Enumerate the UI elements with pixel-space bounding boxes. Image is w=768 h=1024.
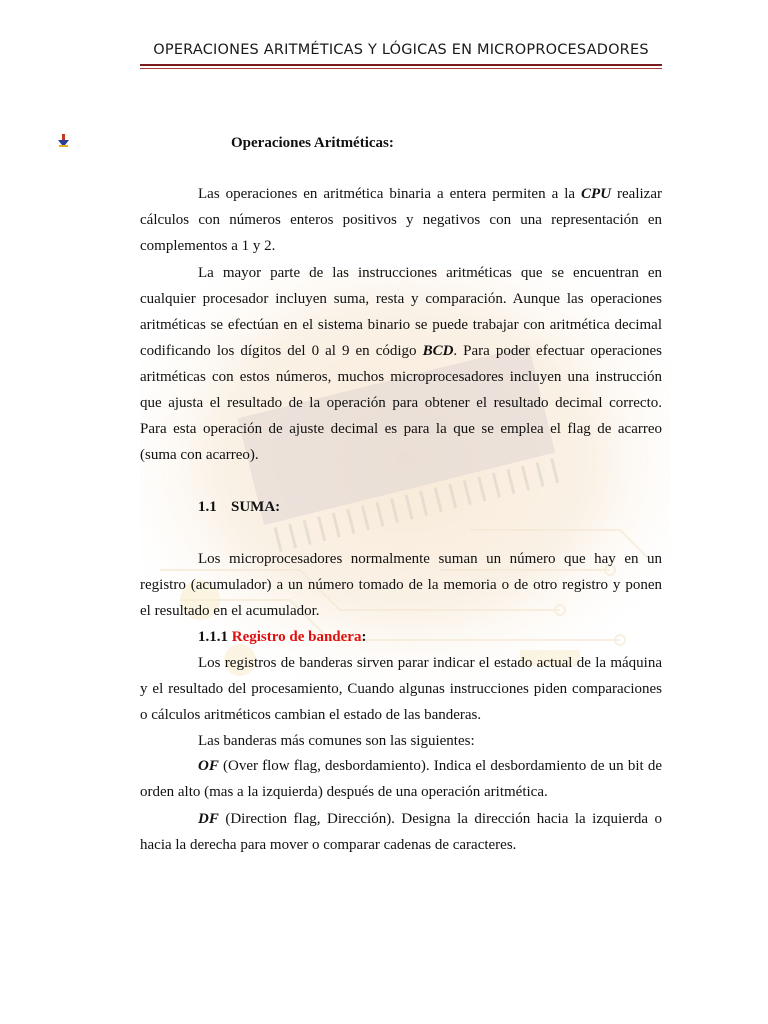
page-header-title: OPERACIONES ARITMÉTICAS Y LÓGICAS EN MICROPROCESADORES [153, 42, 649, 58]
df-flag-line-2: hacia la derecha para mover o comparar cadenas de caracteres. [140, 837, 517, 853]
paragraph-2-line-8: (suma con acarreo). [140, 447, 259, 463]
text-span: realizar [611, 186, 662, 202]
text-span: Las operaciones en aritmética binaria a entera permiten a la [198, 186, 582, 202]
paragraph-3-line-3: el resultado en el acumulador. [140, 603, 320, 619]
subsection-number: 1.1 [198, 499, 217, 515]
paragraph-3-line-2: registro (acumulador) a un número tomado de la memoria o de otro registro y ponen [140, 577, 662, 593]
subsubsection-title: Registro de bandera [231, 629, 362, 645]
paragraph-1-line-2: cálculos con números enteros positivos y negativos con una representación en [140, 212, 662, 228]
paragraph-1-line-3: complementos a 1 y 2. [140, 238, 276, 254]
paragraph-2-line-7: Para esta operación de ajuste decimal es para la que se emplea el flag de acarreo [140, 421, 662, 437]
paragraph-2-line-5: aritméticas con estos números, muchos microprocesadores incluyen una instrucción [140, 369, 662, 385]
subsubsection-number: 1.1.1 [198, 629, 228, 645]
paragraph-2-line-3: aritméticas se efectúan en el sistema binario se puede trabajar con aritmética decimal [140, 317, 662, 333]
of-term: OF [198, 758, 219, 774]
subsection-title: SUMA: [231, 499, 281, 515]
text-span: (Over flow flag, desbordamiento). Indica el desbordamiento de un bit de [218, 758, 662, 774]
paragraph-2-line-4 [140, 342, 662, 360]
paragraph-1-line-1 [140, 185, 662, 203]
section-heading: Operaciones Aritméticas: [231, 135, 394, 151]
paragraph-4-line-3: o cálculos aritméticos cambian el estado de las banderas. [140, 707, 482, 723]
cpu-term: CPU [581, 186, 612, 202]
df-flag-line-1 [198, 810, 662, 828]
paragraph-4-line-1: Los registros de banderas sirven parar indicar el estado actual de la máquina [198, 655, 662, 671]
subsubsection-colon: : [361, 629, 367, 645]
paragraph-4-line-4: Las banderas más comunes son las siguientes: [198, 733, 475, 749]
of-flag-line-2: orden alto (mas a la izquierda) después de una operación aritmética. [140, 784, 548, 800]
paragraph-3-line-1: Los microprocesadores normalmente suman un número que hay en un [198, 551, 662, 567]
header-rule-thin [140, 68, 662, 69]
text-span: codificando los dígitos del 0 al 9 en código [140, 343, 423, 359]
of-flag-line-1 [198, 757, 662, 775]
subsubsection-heading [198, 628, 366, 646]
paragraph-2-line-1: La mayor parte de las instrucciones aritméticas que se encuentran en [198, 265, 662, 281]
header-rule-thick [140, 64, 662, 66]
paragraph-2-line-2: cualquier procesador incluyen suma, resta y comparación. Aunque las operaciones [140, 291, 662, 307]
paragraph-4-line-2: y el resultado del procesamiento, Cuando algunas instrucciones piden comparaciones [140, 681, 662, 697]
bcd-term: BCD [422, 343, 454, 359]
df-term: DF [198, 811, 219, 827]
text-span: . Para poder efectuar operaciones [453, 343, 663, 359]
arrow-bullet-icon [58, 134, 70, 148]
text-span: (Direction flag, Dirección). Designa la dirección hacia la izquierda o [218, 811, 662, 827]
paragraph-2-line-6: que ajusta el resultado de la operación para obtener el resultado decimal correcto. [140, 395, 662, 411]
